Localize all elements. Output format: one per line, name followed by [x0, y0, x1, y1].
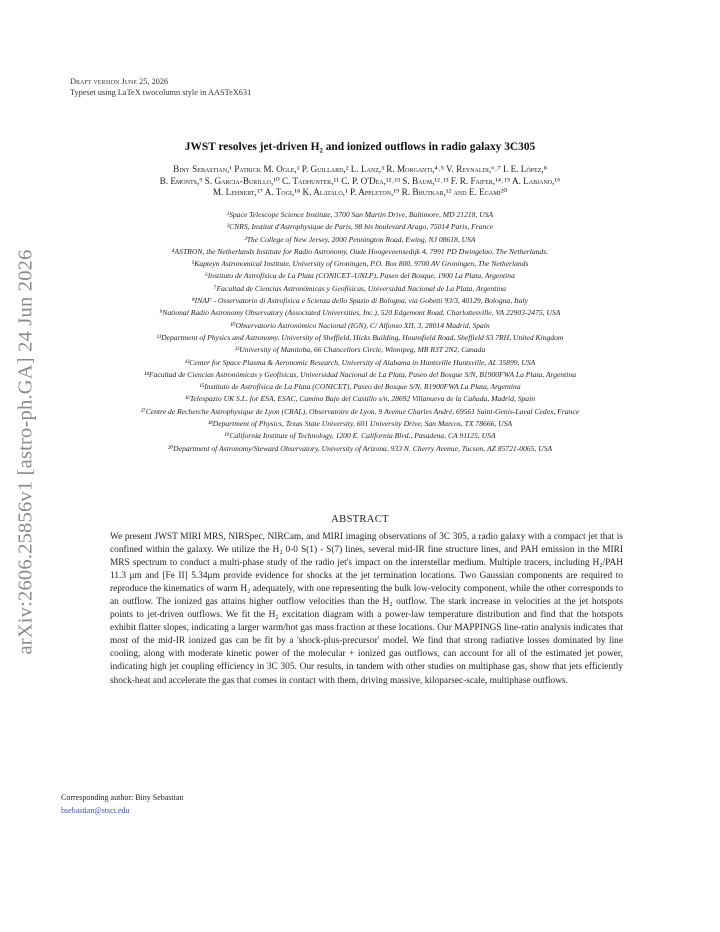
- affiliation: ⁵Kapteyn Astronomical Institute, University of Groningen, P.O. Box 800, 9700 AV Groningen, The Netherlands: [191, 259, 529, 269]
- author-line: M. Lehnert,¹⁷ A. Togi,¹⁸ K. Alatalo,¹ P. Appleton,¹⁹ R. Bhutkar,¹² and E. Egami²⁰: [212, 187, 508, 198]
- affiliation: ¹⁰Observatorio Astronómico Nacional (IGN), C/ Alfonso XII, 3, 28014 Madrid, Spain: [230, 320, 490, 330]
- paper-title: JWST resolves jet-driven H₂ and ionized outflows in radio galaxy 3C305: [184, 141, 536, 153]
- affiliation: ¹⁸Department of Physics, Texas State University, 601 University Drive, San Marcos, TX 78666, USA: [207, 419, 513, 429]
- affiliation: ⁴ASTRON, the Netherlands Institute for Radio Astronomy, Oude Hoogeveensedijk 4, 7991 PD Dwingeloo, The Netherlands.: [171, 246, 549, 256]
- author-line: Biny Sebastian,¹ Patrick M. Ogle,¹ P. Guillard,² L. Lanz,³ R. Morganti,⁴˒⁵ V. Reynaldi,⁶˒⁷ I. E. López,⁸: [173, 164, 547, 174]
- affiliation: ¹⁷Centre de Recherche Astrophysique de Lyon (CRAL), Observatoire de Lyon, 9 Avenue Charles André, 69561 Saint-Genis-Laval Cedex, France: [140, 406, 580, 416]
- affiliation: ²CNRS, Institut d'Astrophysique de Paris, 98 bis boulevard Arago, 75014 Paris, France: [226, 222, 494, 232]
- affiliation: ¹²University of Manitoba, 66 Chancellors Circle, Winnipeg, MB R3T 2N2, Canada: [234, 345, 486, 355]
- affiliation: ³The College of New Jersey, 2000 Pennington Road, Ewing, NJ 08618, USA: [244, 234, 476, 244]
- draft-header: [70, 76, 251, 98]
- draft-version: Draft version June 25, 2026: [70, 77, 169, 86]
- corresponding-email-link[interactable]: bsebastian@stsci.edu: [61, 805, 130, 815]
- affiliation: ⁷Facultad de Ciencias Astronómicas y Geofísicas, Universidad Nacional de La Plata, Argentina: [213, 283, 507, 293]
- affiliation: ¹⁶Telespazio UK S.L. for ESA, ESAC, Camino Bajo del Castillo s/n, 28692 Villanueva de la Cañada, Madrid, Spain: [184, 394, 535, 404]
- affiliation: ⁹National Radio Astronomy Observatory (Associated Universities, Inc.), 520 Edgemont Road, Charlottesville, VA 22903-2475, USA: [159, 308, 561, 318]
- author-list: [56, 164, 664, 199]
- affiliation: ⁶Instituto de Astrofísica de La Plata (CONICET–UNLP), Paseo del Bosque, 1900 La Plata, Argentina: [205, 271, 515, 281]
- author-line: B. Emonts,⁹ S. Garcia-Burillo,¹⁰ C. Tadhunter,¹¹ C. P. O'Dea,¹²˒¹³ S. Baum,¹²˒¹³ F. R. Faifer,¹⁴˒¹⁵ A. Labiano,¹⁶: [159, 175, 561, 186]
- affiliation: ²⁰Department of Astronomy/Steward Observatory, University of Arizona, 933 N. Cherry Avenue, Tucson, AZ 85721-0065, USA: [167, 443, 553, 453]
- affiliation: ¹³Center for Space Plasma & Aeronomic Research, University of Alabama in Huntsville Huntsville, AL 35899, USA: [184, 357, 536, 367]
- abstract-heading: ABSTRACT: [331, 514, 389, 525]
- affiliation: ¹⁵Instituto de Astrofísica de La Plata (CONICET), Paseo del Bosque S/N, B1900FWA La Plata, Argentina: [199, 382, 521, 392]
- affiliation: ¹⁴Facultad de Ciencias Astronómicas y Geofísicas, Universidad Nacional de La Plata, Paseo del Bosque S/N, B1900FWA La Plata, Argentina: [144, 369, 576, 379]
- affiliation: ¹Space Telescope Science Institute, 3700 San Martin Drive, Baltimore, MD 21218, USA: [226, 210, 494, 219]
- affiliation-list: [48, 209, 672, 455]
- arxiv-id: arXiv:2606.25856v1 [astro-ph.GA] 24 Jun 2026: [14, 249, 37, 655]
- affiliation: ¹⁹California Institute of Technology, 1200 E. California Blvd., Pasadena, CA 91125, USA: [224, 431, 496, 441]
- typeset-note: Typeset using LaTeX twocolumn style in AASTeX631: [70, 88, 252, 97]
- affiliation: ¹¹Department of Physics and Astronomy, University of Sheffield, Hicks Building, Hounsfield Road, Sheffield S3 7RH, United Kingdom: [156, 332, 564, 342]
- arxiv-watermark: [8, 232, 44, 672]
- corresponding-author: [61, 792, 183, 817]
- abstract-body: We present JWST MIRI MRS, NIRSpec, NIRCam, and MIRI imaging observations of 3C 305, a radio galaxy with a compact jet that is confined within the galaxy. We utilize the H₂ 0-0 S(1) - S(7) lines, several mid-IR fine structure lines, and PAH emission in the MIRI MRS spectrum to conduct a multi-phase study of the radio jet's impact on the interstellar medium. Multiple tracers, including H₂/PAH 11.3 μm and [Fe II] 5.34μm provide evidence for shocks at the jet termination locations. Two Gaussian components are required to reproduce the kinematics of warm H₂ adequately, with one representing the bulk low-velocity component, while the other corresponds to an outflow. The ionized gas attains higher outflow velocities than the H₂ outflow. The stark increase in velocities at the jet hotspots points to jet-driven outflows. We fit the H₂ excitation diagram with a power-law temperature distribution and find that the hotspots exhibit flatter slopes, indicating a larger warm/hot gas mass fraction at these locations. Our MAPPINGS line-ratio analysis indicates that most of the mid-IR ionized gas can be fit by a 'shock-plus-precursor' model. We find that strong radiative losses dominated by line cooling, along with moderate kinetic power of the molecular + ionized gas outflows, can account for all of the estimated jet power, indicating high jet coupling efficiency in 3C 305. Our results, in tandem with other studies on multiphase gas, show that jets efficiently shock-heat and accelerate the gas that comes in contact with them, driving massive, kiloparsec-scale, multiphase outflows.: [110, 532, 623, 686]
- corresponding-author-label: Corresponding author: Biny Sebastian: [61, 793, 184, 802]
- affiliation: ⁸INAF - Osservatorio di Astrofisica e Scienza dello Spazio di Bologna, via Gobetti 93/3, 40129, Bologna, Italy: [192, 296, 528, 306]
